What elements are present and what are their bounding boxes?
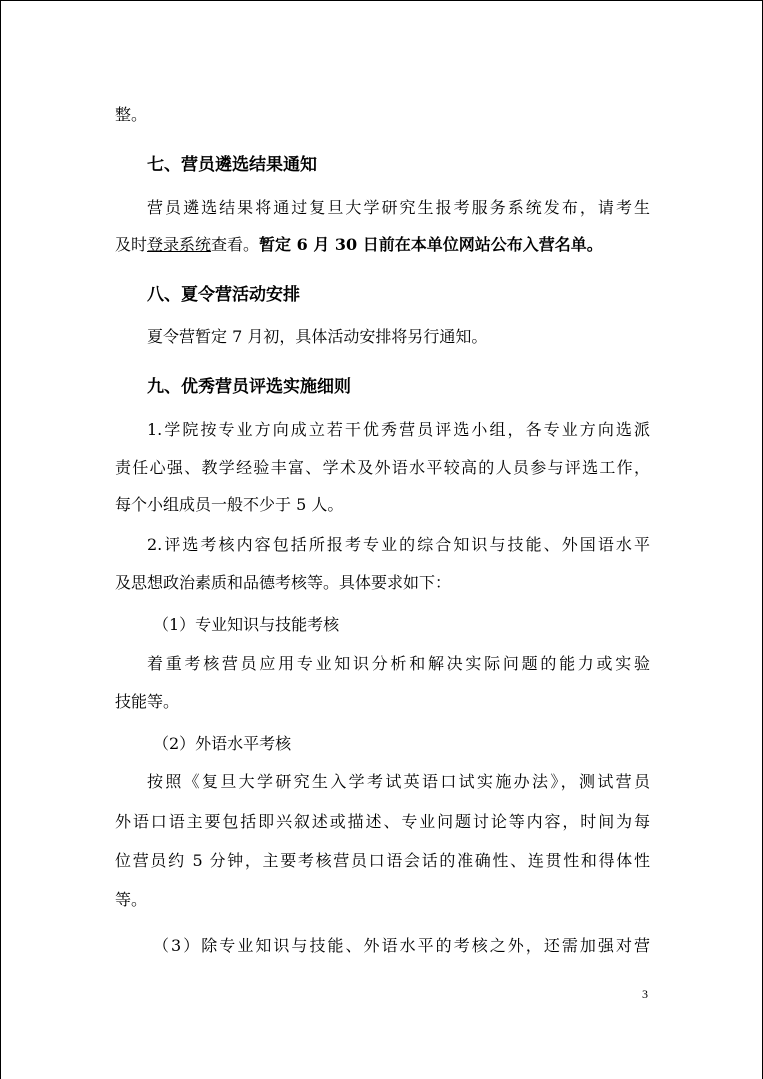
paragraph-line: （3）除专业知识与技能、外语水平的考核之外，还需加强对营 xyxy=(153,936,650,955)
paragraph-line: 位营员约 5 分钟，主要考核营员口语会话的准确性、连贯性和得体性 xyxy=(115,851,650,870)
subheading-2: （2）外语水平考核 xyxy=(153,734,292,753)
bold-notice: 暂定 6 月 30 日前在本单位网站公布入营名单。 xyxy=(259,235,603,254)
section-heading-7: 七、营员遴选结果通知 xyxy=(147,155,317,175)
paragraph-line: 整。 xyxy=(115,105,148,124)
paragraph-line: 责任心强、教学经验丰富、学术及外语水平较高的人员参与评选工作， xyxy=(115,458,650,477)
paragraph-line: 夏令营暂定 7 月初，具体活动安排将另行通知。 xyxy=(147,327,488,346)
paragraph-line: 外语口语主要包括即兴叙述或描述、专业问题讨论等内容，时间为每 xyxy=(115,812,650,831)
text-span: 查看。 xyxy=(211,235,260,254)
paragraph-line: 每个小组成员一般不少于 5 人。 xyxy=(115,495,344,514)
page-number: 3 xyxy=(642,987,648,1001)
section-heading-8: 八、夏令营活动安排 xyxy=(147,285,300,305)
paragraph-line: 及思想政治素质和品德考核等。具体要求如下： xyxy=(115,573,452,592)
paragraph-line: 营员遴选结果将通过复旦大学研究生报考服务系统发布，请考生 xyxy=(147,198,650,217)
section-heading-9: 九、优秀营员评选实施细则 xyxy=(147,377,351,397)
paragraph-line: 1.学院按专业方向成立若干优秀营员评选小组，各专业方向选派 xyxy=(147,420,650,439)
paragraph-line: 着重考核营员应用专业知识分析和解决实际问题的能力或实验 xyxy=(147,654,650,673)
subheading-1: （1）专业知识与技能考核 xyxy=(153,615,340,634)
text-span: 及时 xyxy=(115,235,148,254)
paragraph-line: 等。 xyxy=(115,890,148,909)
paragraph-line: 按照《复旦大学研究生入学考试英语口试实施办法》，测试营员 xyxy=(147,772,650,791)
paragraph-line: 2.评选考核内容包括所报考专业的综合知识与技能、外国语水平 xyxy=(147,535,650,554)
paragraph-line: 技能等。 xyxy=(115,692,180,711)
login-system-link[interactable]: 登录系统 xyxy=(147,235,212,254)
paragraph-line xyxy=(115,235,603,255)
